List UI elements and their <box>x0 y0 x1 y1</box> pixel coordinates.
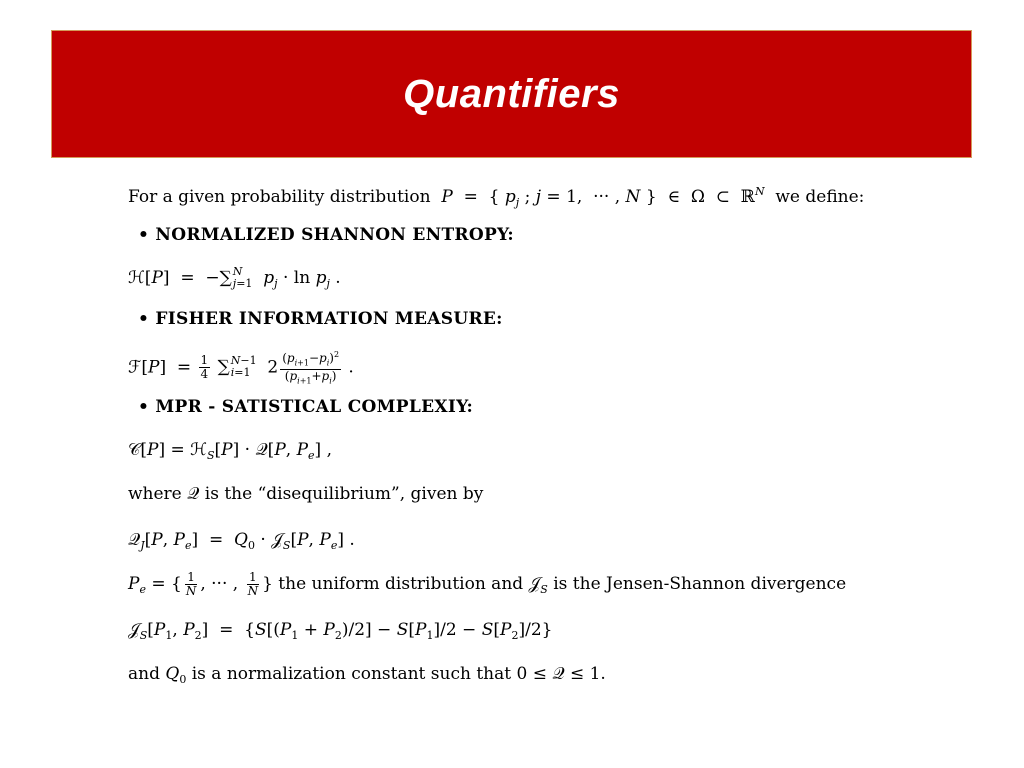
bullet-mpr-complexity: • MPR - SATISTICAL COMPLEXIY: <box>138 397 474 417</box>
intro-text: For a given probability distribution P = { $p_j$ ; j = 1, ··· , N } ∈ Ω ⊂ ℝ$^N$ we define: <box>128 185 865 209</box>
normalization-text: and $Q_0$ is a normalization constant such that 0 ≤ 𝒬 ≤ 1. <box>128 664 606 686</box>
bullet-shannon-entropy: • NORMALIZED SHANNON ENTROPY: <box>138 225 514 245</box>
slide-title: Quantifiers <box>403 71 620 116</box>
formula-entropy: ℋ[P] = −∑ N j=1 $p_j \cdot \ln p_j$ . <box>128 265 341 290</box>
formula-disequilibrium: 𝒬$_J$[P, $P_e] = Q_0$ · 𝒥$_S$[P, $P_e$] . <box>128 530 355 552</box>
bullet-fisher-information: • FISHER INFORMATION MEASURE: <box>138 309 503 329</box>
uniform-distribution-text: $P_e$ = { $\frac{1}{N}$ , ··· , $\frac{1}{N}$ } the uniform distribution and 𝒥$_S$ is the Jensen-Shannon divergence <box>128 570 847 598</box>
formula-complexity: 𝒞[P] = ℋ$_S$[P] · 𝒬[P, $P_e$] , <box>128 440 332 462</box>
slide-title-bar <box>51 30 972 158</box>
where-text: where 𝒬 is the “disequilibrium”, given by <box>128 484 484 504</box>
formula-jensen-shannon: $𝒥_S[P_1$, $P_2] = \{S[(P_1 + P_2)/2] - S[P_1]/2 - S[P_2]/2\}$ <box>128 620 553 642</box>
formula-fisher: ℱ[P] = $\frac{1}{4}$ ∑ N−1 i=1 2 $\frac{(p_{i+1}-p_i)^2}{(p_{i+1}+p_i)}$ . <box>128 350 354 386</box>
